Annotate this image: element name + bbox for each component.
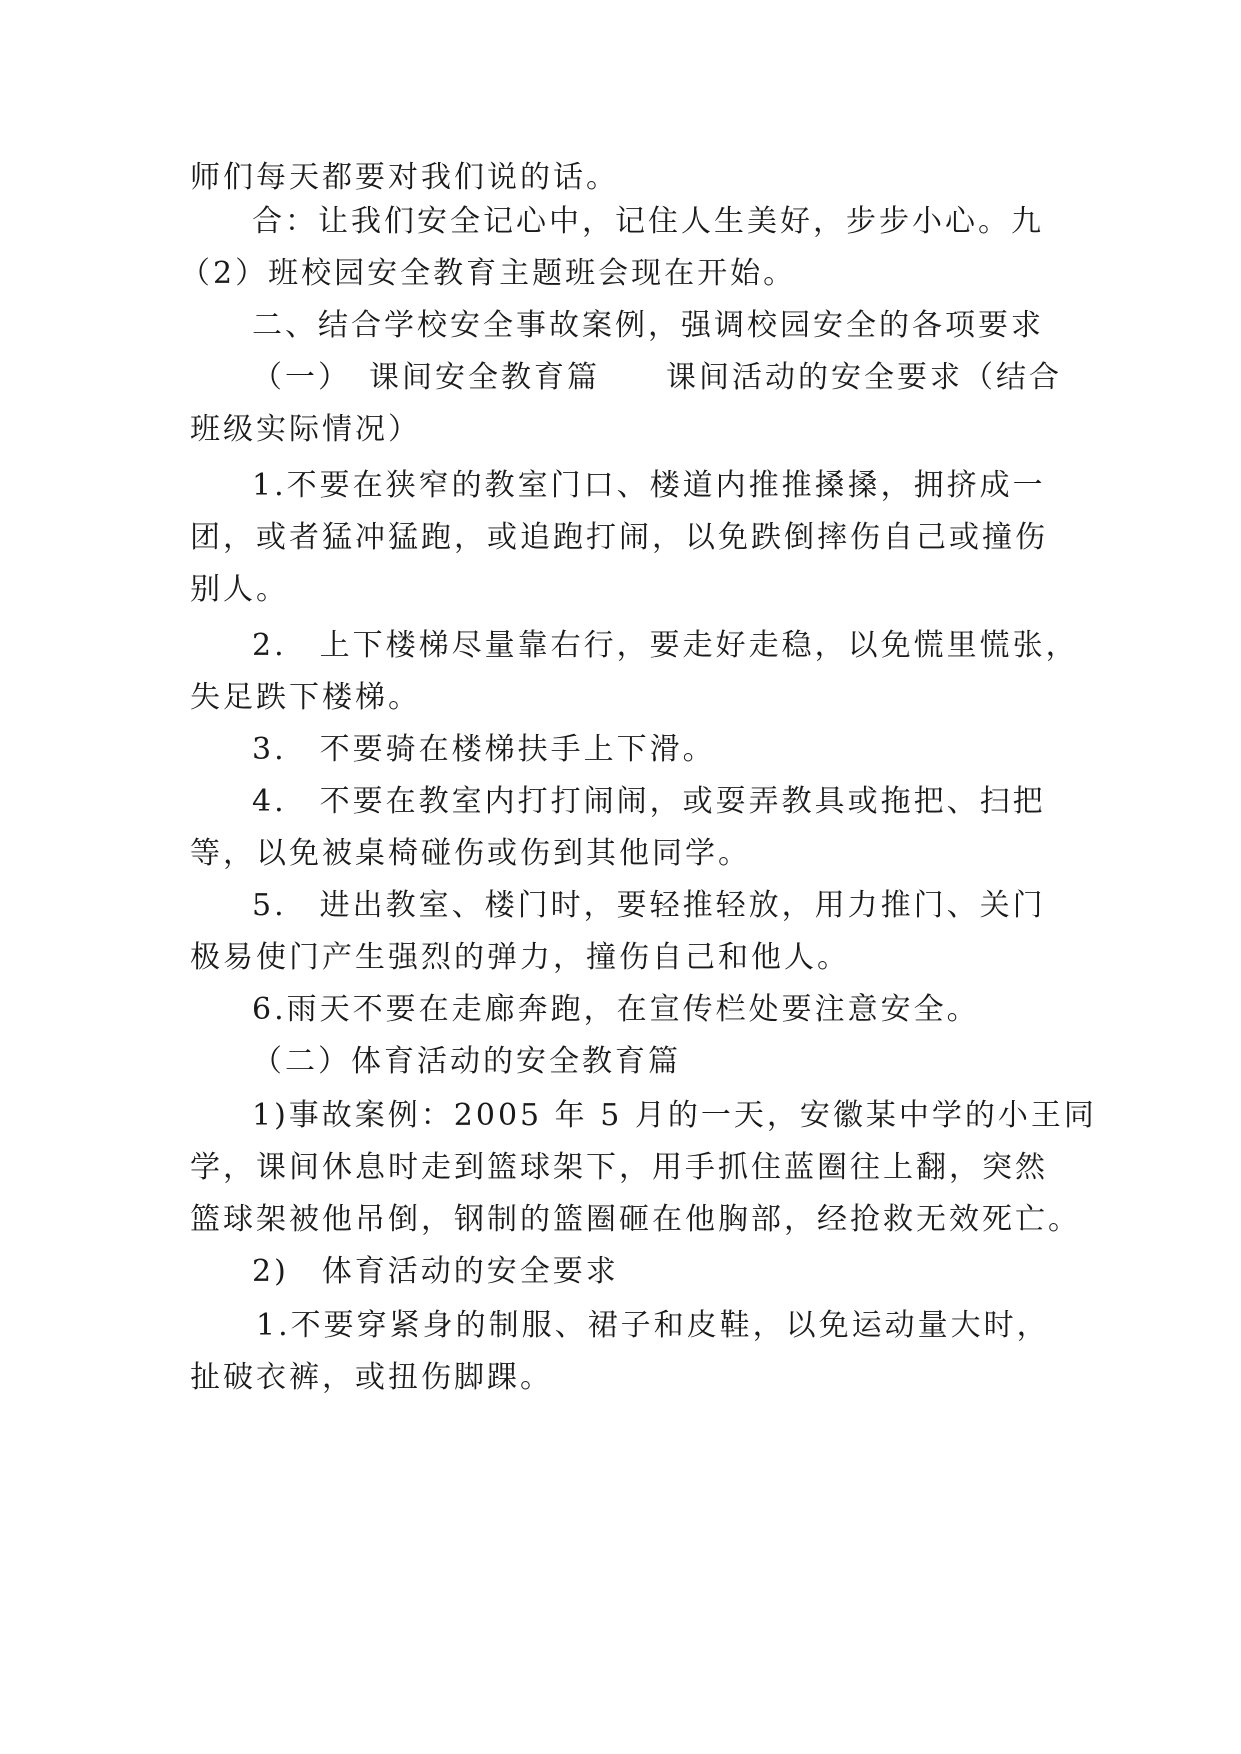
paragraph-line: 合：让我们安全记心中，记住人生美好，步步小心。九: [252, 204, 1044, 239]
list-item: 1.不要在狭窄的教室门口、楼道内推推搡搡，拥挤成一: [252, 468, 1046, 503]
paragraph-line: 别人。: [190, 572, 289, 607]
subsection-heading: （一） 课间安全教育篇 课间活动的安全要求（结合: [252, 360, 1062, 395]
list-item: 5. 进出教室、楼门时，要轻推轻放，用力推门、关门: [252, 888, 1046, 923]
list-item: 4. 不要在教室内打打闹闹，或耍弄教具或拖把、扫把: [252, 784, 1046, 819]
list-item: 6.雨天不要在走廊奔跑，在宣传栏处要注意安全。: [252, 992, 980, 1027]
subsection-heading: （二）体育活动的安全教育篇: [252, 1044, 681, 1079]
paragraph-line: 团，或者猛冲猛跑，或追跑打闹，以免跌倒摔伤自己或撞伤: [190, 520, 1048, 555]
paragraph-line: 极易使门产生强烈的弹力，撞伤自己和他人。: [190, 940, 850, 975]
list-item: 1.不要穿紧身的制服、裙子和皮鞋，以免运动量大时，: [256, 1308, 1050, 1343]
paragraph-line: （2）班校园安全教育主题班会现在开始。: [180, 256, 797, 291]
paragraph-line: 篮球架被他吊倒，钢制的篮圈砸在他胸部，经抢救无效死亡。: [190, 1202, 1081, 1237]
paragraph-line: 班级实际情况）: [190, 412, 421, 447]
paragraph-line: 学，课间休息时走到篮球架下，用手抓住蓝圈往上翻，突然: [190, 1150, 1048, 1185]
subsection-heading: 2) 体育活动的安全要求: [252, 1254, 619, 1289]
paragraph-line: 等，以免被桌椅碰伤或伤到其他同学。: [190, 836, 751, 871]
list-item: 2. 上下楼梯尽量靠右行，要走好走稳，以免慌里慌张，: [252, 628, 1079, 663]
paragraph-line: 师们每天都要对我们说的话。: [190, 160, 619, 195]
paragraph-line: 1)事故案例：2005 年 5 月的一天，安徽某中学的小王同: [252, 1098, 1097, 1133]
paragraph-line: 扯破衣裤，或扭伤脚踝。: [190, 1360, 553, 1395]
paragraph-line: 失足跌下楼梯。: [190, 680, 421, 715]
list-item: 3. 不要骑在楼梯扶手上下滑。: [252, 732, 716, 767]
section-heading: 二、结合学校安全事故案例，强调校园安全的各项要求: [252, 308, 1044, 343]
